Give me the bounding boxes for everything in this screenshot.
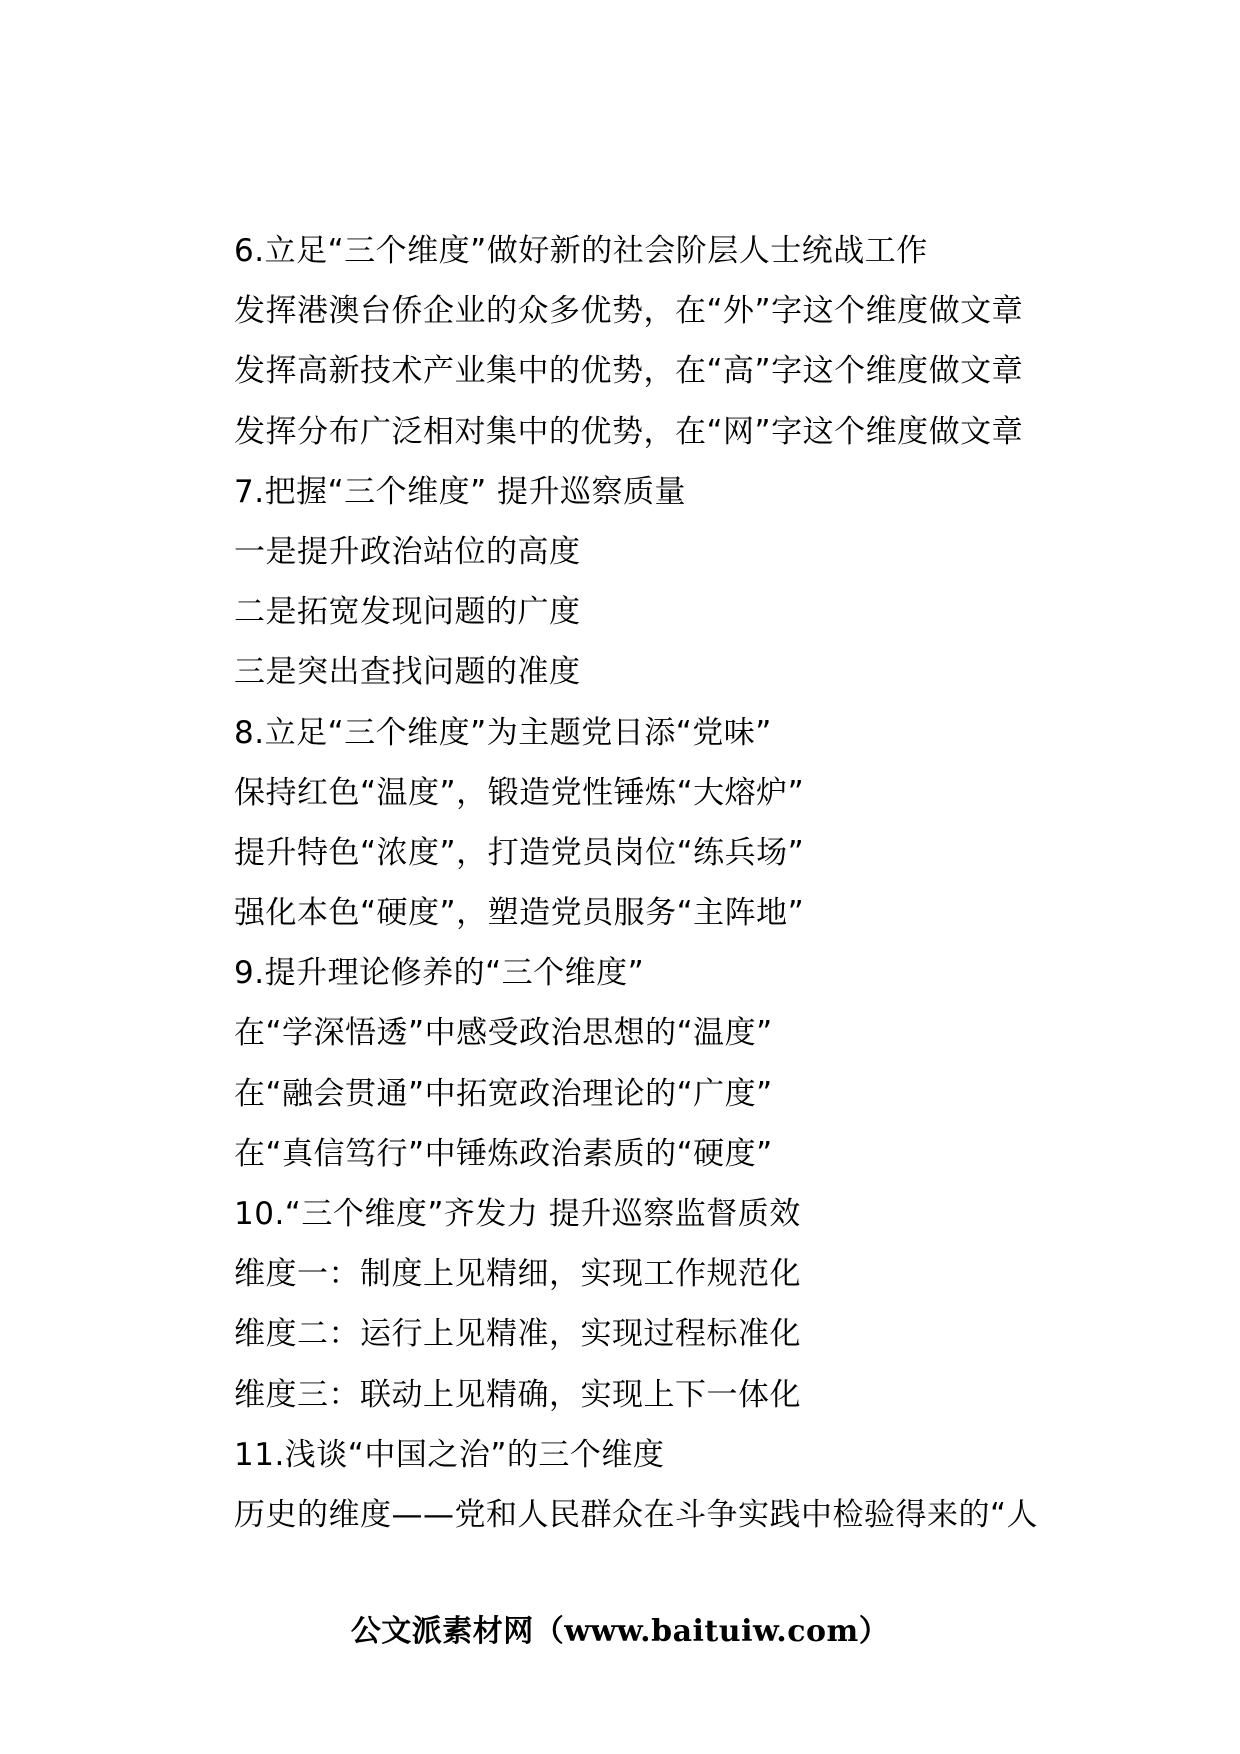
heading-6: 6.立足“三个维度”做好新的社会阶层人士统战工作 bbox=[234, 233, 928, 269]
footer-watermark: 公文派素材网（www.baituiw.com） bbox=[350, 1614, 890, 1649]
paragraph-line: 维度二：运行上见精准，实现过程标准化 bbox=[234, 1316, 801, 1353]
paragraph-line: 一是提升政治站位的高度 bbox=[234, 533, 581, 570]
paragraph-line: 维度一：制度上见精细，实现工作规范化 bbox=[234, 1256, 801, 1293]
heading-9: 9.提升理论修养的“三个维度” bbox=[234, 955, 645, 992]
paragraph-line: 历史的维度——党和人民群众在斗争实践中检验得来的“人 bbox=[234, 1496, 1039, 1533]
paragraph-line: 发挥分布广泛相对集中的优势，在“网”字这个维度做文章 bbox=[234, 413, 1024, 450]
paragraph-line: 维度三：联动上见精确，实现上下一体化 bbox=[234, 1376, 801, 1413]
paragraph-line: 强化本色“硬度”，塑造党员服务“主阵地” bbox=[234, 895, 805, 932]
heading-8: 8.立足“三个维度”为主题党日添“党味” bbox=[234, 714, 772, 751]
paragraph-line: 在“真信笃行”中锤炼政治素质的“硬度” bbox=[234, 1135, 773, 1172]
paragraph-line: 提升特色“浓度”，打造党员岗位“练兵场” bbox=[234, 834, 805, 871]
paragraph-line: 三是突出查找问题的准度 bbox=[234, 654, 581, 691]
document-body bbox=[234, 221, 1134, 1545]
heading-11: 11.浅谈“中国之治”的三个维度 bbox=[234, 1436, 665, 1473]
paragraph-line: 保持红色“温度”，锻造党性锤炼“大熔炉” bbox=[234, 774, 805, 811]
paragraph-line: 二是拓宽发现问题的广度 bbox=[234, 594, 581, 631]
heading-10: 10.“三个维度”齐发力 提升巡察监督质效 bbox=[234, 1196, 801, 1232]
paragraph-line: 在“融会贯通”中拓宽政治理论的“广度” bbox=[234, 1075, 773, 1112]
heading-7: 7.把握“三个维度” 提升巡察质量 bbox=[234, 473, 687, 510]
paragraph-line: 发挥高新技术产业集中的优势，在“高”字这个维度做文章 bbox=[234, 353, 1024, 390]
paragraph-line: 在“学深悟透”中感受政治思想的“温度” bbox=[234, 1015, 773, 1052]
paragraph-line: 发挥港澳台侨企业的众多优势，在“外”字这个维度做文章 bbox=[234, 293, 1024, 330]
